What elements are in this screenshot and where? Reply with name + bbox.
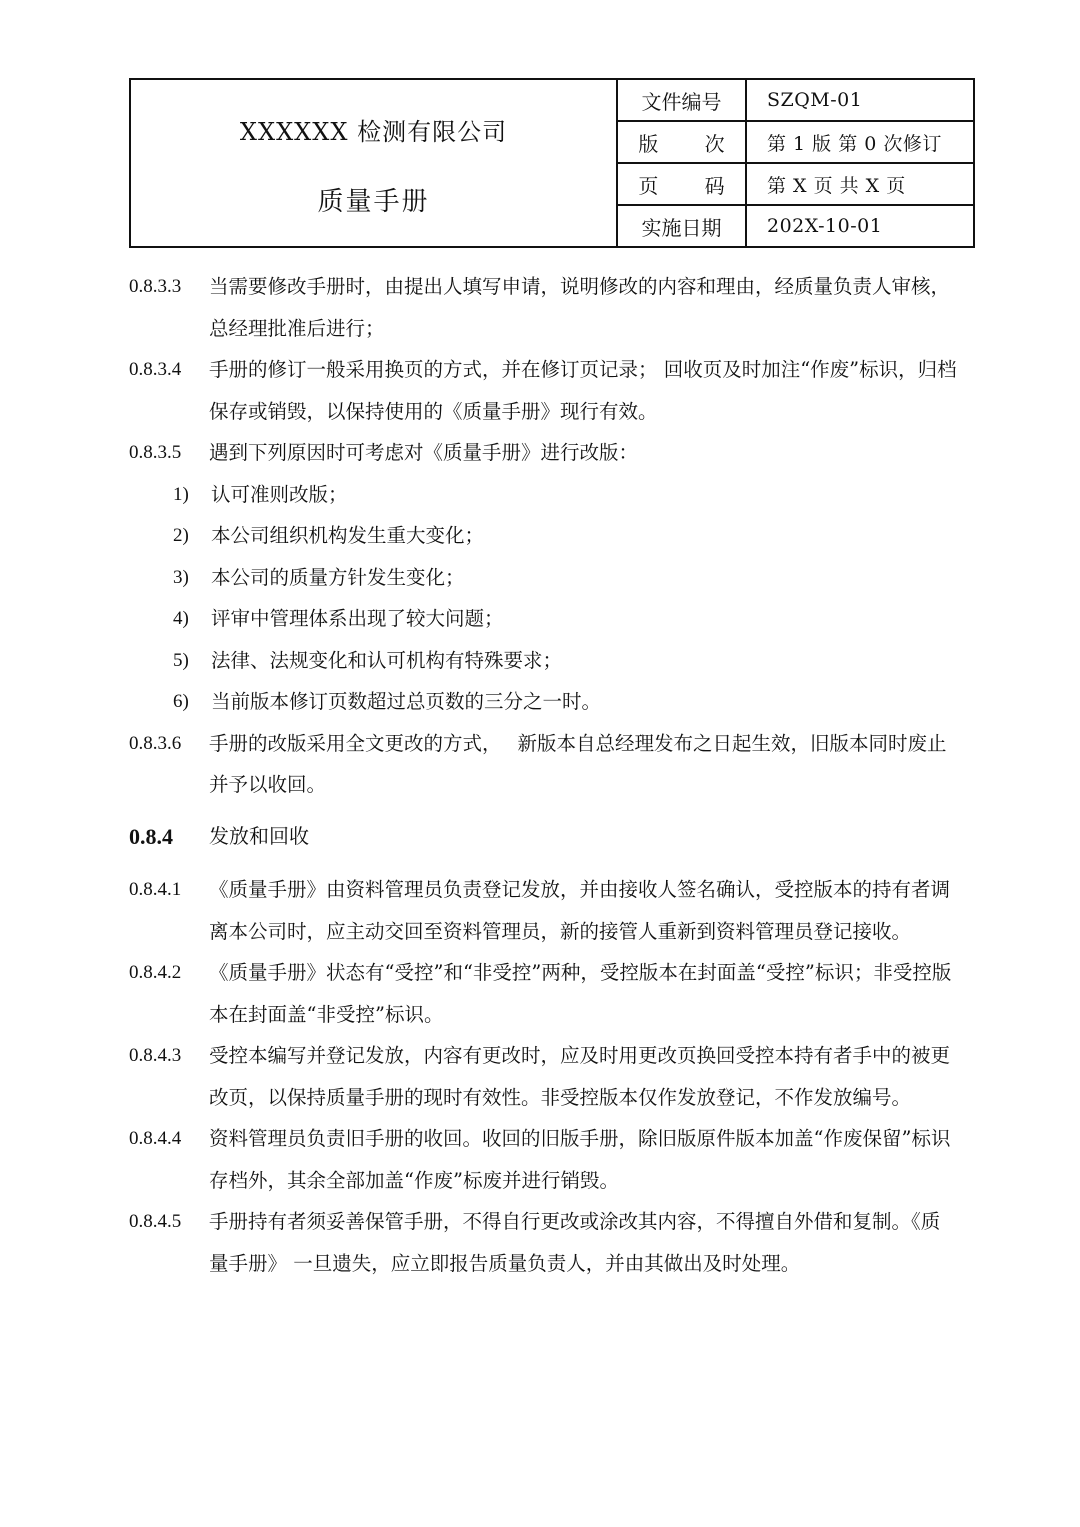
section-title: 发放和回收: [209, 823, 309, 848]
list-number: 1): [173, 483, 189, 505]
document-body: [129, 266, 959, 1284]
manual-title: 质量手册: [317, 187, 430, 217]
list-number: 2): [173, 525, 189, 546]
clause-0836: [129, 723, 959, 806]
section-heading-084: [129, 816, 959, 858]
list-text: 法律、法规变化和认可机构有特殊要求；: [211, 648, 563, 672]
list-item: [129, 681, 959, 723]
clause-text: 《质量手册》由资料管理员负责登记发放，并由接收人签名确认，受控版本的持有者调离本公司时，应主动交回至资料管理员，新的接管人重新到资料管理员登记接收。: [209, 878, 951, 943]
list-number: 3): [173, 566, 189, 588]
list-item: [129, 598, 959, 640]
list-text: 本公司组织机构发生重大变化；: [211, 524, 485, 547]
page-value: 第 X 页 共 X 页: [746, 163, 974, 205]
clause-text: 手册的改版采用全文更改的方式， 新版本自总经理发布之日起生效，旧版本同时废止并予以收回。: [209, 731, 947, 796]
clause-0845: [129, 1201, 959, 1284]
clause-number: 0.8.4.3: [129, 1045, 182, 1066]
list-item: [129, 474, 959, 516]
list-number: 5): [173, 649, 189, 671]
list-item: [129, 515, 959, 557]
clause-0841: [129, 869, 959, 952]
clause-number: 0.8.3.4: [129, 359, 182, 380]
edition-label: 版 次: [617, 121, 746, 163]
list-number: 4): [173, 608, 189, 629]
clause-text: 手册的修订一般采用换页的方式，并在修订页记录； 回收页及时加注“作废”标识，归档保存或销毁，以保持使用的《质量手册》现行有效。: [209, 358, 957, 423]
edition-value: 第 1 版 第 0 次修订: [746, 121, 974, 163]
company-name: XXXXXX 检测有限公司: [239, 118, 508, 146]
list-text: 当前版本修订页数超过总页数的三分之一时。: [211, 690, 602, 713]
list-text: 认可准则改版；: [211, 482, 348, 506]
clause-text: 手册持有者须妥善保管手册，不得自行更改或涂改其内容，不得擅自外借和复制。《质量手册》 一旦遗失，应立即报告质量负责人，并由其做出及时处理。: [209, 1210, 941, 1275]
clause-number: 0.8.4.1: [129, 879, 182, 900]
effective-date-value: 202X-10-01: [746, 205, 974, 247]
clause-text: 当需要修改手册时，由提出人填写申请，说明修改的内容和理由，经质量负责人审核，总经理批准后进行；: [209, 275, 951, 340]
clause-text: 资料管理员负责旧手册的收回。收回的旧版手册，除旧版原件版本加盖“作废保留”标识存档外，其余全部加盖“作废”标废并进行销毁。: [209, 1127, 951, 1192]
clause-number: 0.8.4.4: [129, 1128, 182, 1149]
list-text: 本公司的质量方针发生变化；: [211, 565, 465, 589]
section-number: 0.8.4: [129, 823, 173, 849]
clause-0843: [129, 1035, 959, 1118]
clause-text: 受控本编写并登记发放，内容有更改时，应及时用更改页换回受控本持有者手中的被更改页，以保持质量手册的现时有效性。非受控版本仅作发放登记，不作发放编号。: [209, 1044, 951, 1109]
clause-text: 《质量手册》状态有“受控”和“非受控”两种，受控版本在封面盖“受控”标识；非受控版本在封面盖“非受控”标识。: [209, 961, 952, 1026]
document-header-table: [129, 78, 975, 248]
file-number-label: 文件编号: [617, 79, 746, 121]
clause-0833: [129, 266, 959, 349]
clause-number: 0.8.4.5: [129, 1211, 182, 1232]
clause-0834: [129, 349, 959, 432]
clause-0835: [129, 432, 959, 474]
clause-0842: [129, 952, 959, 1035]
page-label: 页 码: [617, 163, 746, 205]
clause-0844: [129, 1118, 959, 1201]
file-number-value: SZQM-01: [746, 79, 974, 121]
company-title-cell: [130, 79, 617, 247]
clause-number: 0.8.3.6: [129, 732, 182, 754]
list-item: [129, 557, 959, 599]
clause-number: 0.8.4.2: [129, 962, 182, 983]
clause-number: 0.8.3.3: [129, 276, 182, 297]
clause-number: 0.8.3.5: [129, 442, 182, 463]
clause-text: 遇到下列原因时可考虑对《质量手册》进行改版：: [209, 441, 639, 464]
effective-date-label: 实施日期: [617, 205, 746, 247]
list-item: [129, 640, 959, 682]
list-text: 评审中管理体系出现了较大问题；: [211, 607, 504, 630]
list-number: 6): [173, 691, 189, 712]
